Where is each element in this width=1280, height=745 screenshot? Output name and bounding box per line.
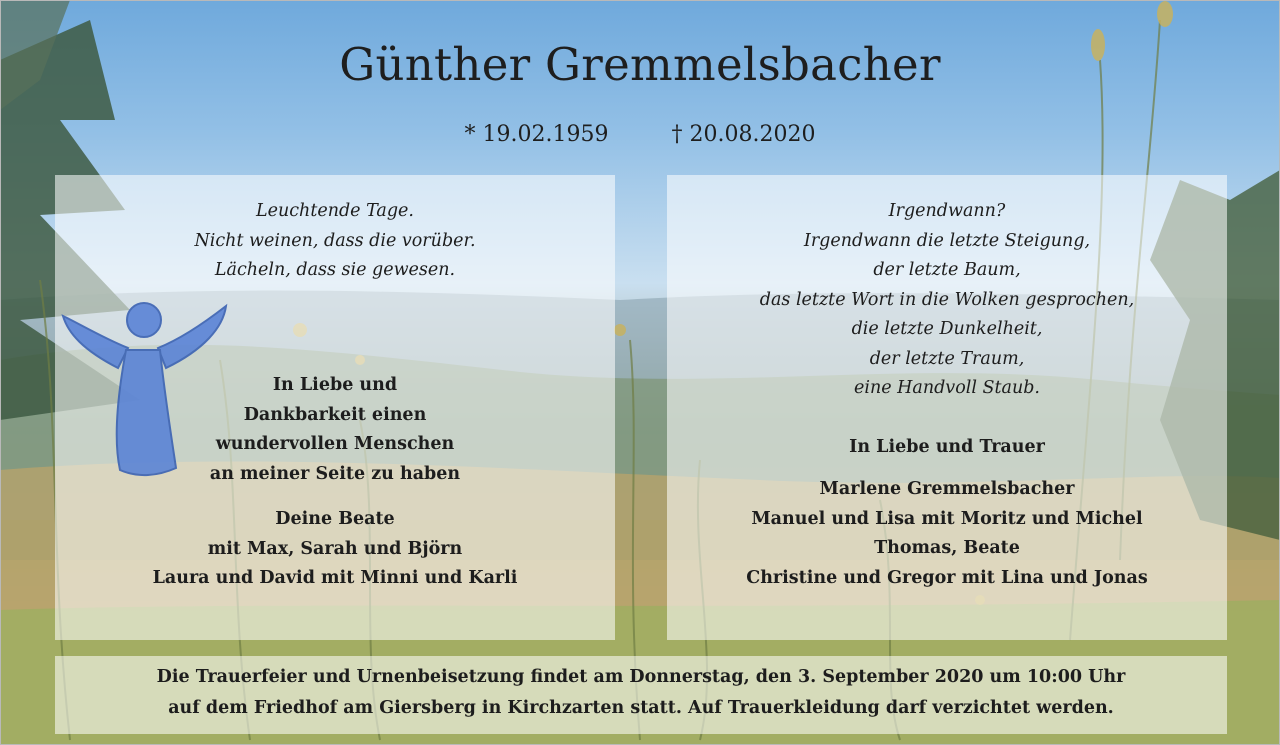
funeral-notice-panel	[55, 656, 1227, 734]
deceased-name: Günther Gremmelsbacher	[339, 38, 941, 91]
right-family-line: Manuel und Lisa mit Moritz und Michel	[751, 508, 1143, 529]
right-poem-line: der letzte Traum,	[869, 348, 1025, 369]
left-poem-line: Leuchtende Tage.	[256, 201, 414, 221]
right-family-line: Thomas, Beate	[874, 538, 1020, 558]
left-poem	[55, 197, 615, 286]
left-family-line: Deine Beate	[275, 509, 395, 529]
left-family-line: Laura und David mit Minni und Karli	[152, 568, 518, 588]
life-dates	[0, 122, 1280, 147]
right-family-line: Marlene Gremmelsbacher	[819, 479, 1075, 499]
right-family-line: Christine und Gregor mit Lina und Jonas	[746, 567, 1148, 588]
left-poem-line: Lächeln, dass sie gewesen.	[214, 260, 456, 280]
right-mourning-line: In Liebe und Trauer	[849, 437, 1045, 457]
funeral-notice-line: auf dem Friedhof am Giersberg in Kirchzarten statt. Auf Trauerkleidung darf verzichtet werden.	[168, 698, 1114, 718]
right-poem-line: eine Handvoll Staub.	[854, 378, 1040, 398]
right-poem-line: Irgendwann?	[888, 201, 1006, 221]
left-family-signatures	[55, 505, 615, 594]
right-text-panel	[667, 175, 1227, 640]
right-poem	[667, 197, 1227, 404]
right-poem-line: Irgendwann die letzte Steigung,	[803, 230, 1091, 251]
left-dedication-line: an meiner Seite zu haben	[209, 463, 461, 484]
death-date: † 20.08.2020	[671, 122, 816, 147]
right-poem-line: der letzte Baum,	[873, 260, 1021, 280]
right-family-signatures	[667, 475, 1227, 593]
left-dedication-line: In Liebe und	[272, 375, 398, 395]
left-poem-line: Nicht weinen, dass die vorüber.	[194, 230, 476, 251]
funeral-notice	[55, 662, 1227, 724]
funeral-notice-line: Die Trauerfeier und Urnenbeisetzung findet am Donnerstag, den 3. September 2020 um 10:00 Uhr	[156, 667, 1126, 687]
left-dedication-line: Dankbarkeit einen	[243, 404, 427, 425]
birth-date: * 19.02.1959	[464, 122, 609, 147]
left-family-line: mit Max, Sarah und Björn	[207, 538, 463, 559]
right-poem-line: das letzte Wort in die Wolken gesprochen,	[759, 289, 1135, 310]
right-poem-line: die letzte Dunkelheit,	[851, 319, 1043, 339]
angel-icon	[58, 298, 230, 480]
left-dedication-line: wundervollen Menschen	[215, 434, 455, 454]
